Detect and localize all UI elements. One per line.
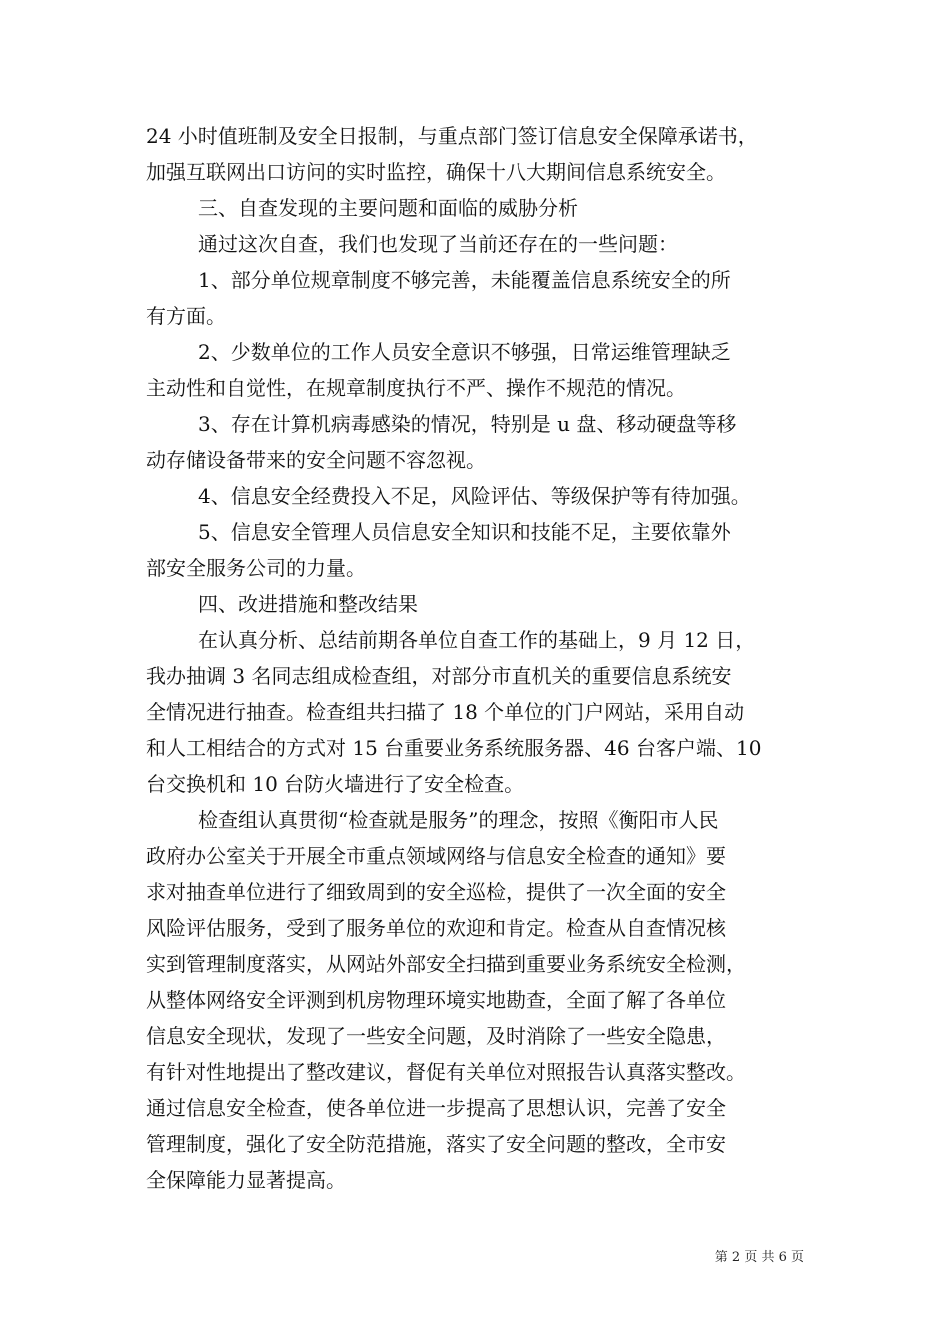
text-line: 风险评估服务，受到了服务单位的欢迎和肯定。检查从自查情况核	[146, 916, 726, 940]
text-line: 全保障能力显著提高。	[146, 1168, 346, 1192]
text-line: 实到管理制度落实，从网站外部安全扫描到重要业务系统安全检测，	[146, 952, 746, 976]
text-line: 信息安全现状，发现了一些安全问题，及时消除了一些安全隐患，	[146, 1024, 726, 1048]
text-line: 加强互联网出口访问的实时监控，确保十八大期间信息系统安全。	[146, 160, 726, 184]
text-line: 台交换机和 10 台防火墙进行了安全检查。	[146, 772, 525, 796]
text-line: 通过这次自查，我们也发现了当前还存在的一些问题：	[198, 232, 678, 256]
text-line: 检查组认真贯彻“检查就是服务”的理念，按照《衡阳市人民	[198, 808, 719, 832]
text-line: 我办抽调 3 名同志组成检查组，对部分市直机关的重要信息系统安	[146, 664, 732, 688]
text-line: 动存储设备带来的安全问题不容忽视。	[146, 448, 486, 472]
text-line: 有方面。	[146, 304, 226, 328]
page-number-footer: 第 2 页 共 6 页	[714, 1250, 804, 1265]
list-item-2: 2、少数单位的工作人员安全意识不够强，日常运维管理缺乏	[198, 340, 731, 364]
list-item-4: 4、信息安全经费投入不足，风险评估、等级保护等有待加强。	[198, 484, 751, 508]
text-line: 主动性和自觉性，在规章制度执行不严、操作不规范的情况。	[146, 376, 686, 400]
text-line: 有针对性地提出了整改建议，督促有关单位对照报告认真落实整改。	[146, 1060, 746, 1084]
text-line: 全情况进行抽查。检查组共扫描了 18 个单位的门户网站，采用自动	[146, 700, 745, 724]
text-line: 部安全服务公司的力量。	[146, 556, 366, 580]
text-line: 从整体网络安全评测到机房物理环境实地勘查，全面了解了各单位	[146, 988, 726, 1012]
text-line: 管理制度，强化了安全防范措施，落实了安全问题的整改，全市安	[146, 1132, 726, 1156]
text-line: 和人工相结合的方式对 15 台重要业务系统服务器、46 台客户端、10	[146, 736, 762, 760]
list-item-3: 3、存在计算机病毒感染的情况，特别是 u 盘、移动硬盘等移	[198, 412, 737, 436]
text-line: 政府办公室关于开展全市重点领域网络与信息安全检查的通知》要	[146, 844, 726, 868]
section-heading-3: 三、自查发现的主要问题和面临的威胁分析	[198, 196, 578, 220]
section-heading-4: 四、改进措施和整改结果	[198, 592, 418, 616]
text-line: 24 小时值班制及安全日报制，与重点部门签订信息安全保障承诺书，	[146, 124, 758, 148]
list-item-1: 1、部分单位规章制度不够完善，未能覆盖信息系统安全的所	[198, 268, 731, 292]
text-line: 求对抽查单位进行了细致周到的安全巡检，提供了一次全面的安全	[146, 880, 726, 904]
document-body	[146, 118, 826, 1198]
list-item-5: 5、信息安全管理人员信息安全知识和技能不足，主要依靠外	[198, 520, 731, 544]
text-line: 通过信息安全检查，使各单位进一步提高了思想认识，完善了安全	[146, 1096, 726, 1120]
text-line: 在认真分析、总结前期各单位自查工作的基础上，9 月 12 日，	[198, 628, 756, 652]
